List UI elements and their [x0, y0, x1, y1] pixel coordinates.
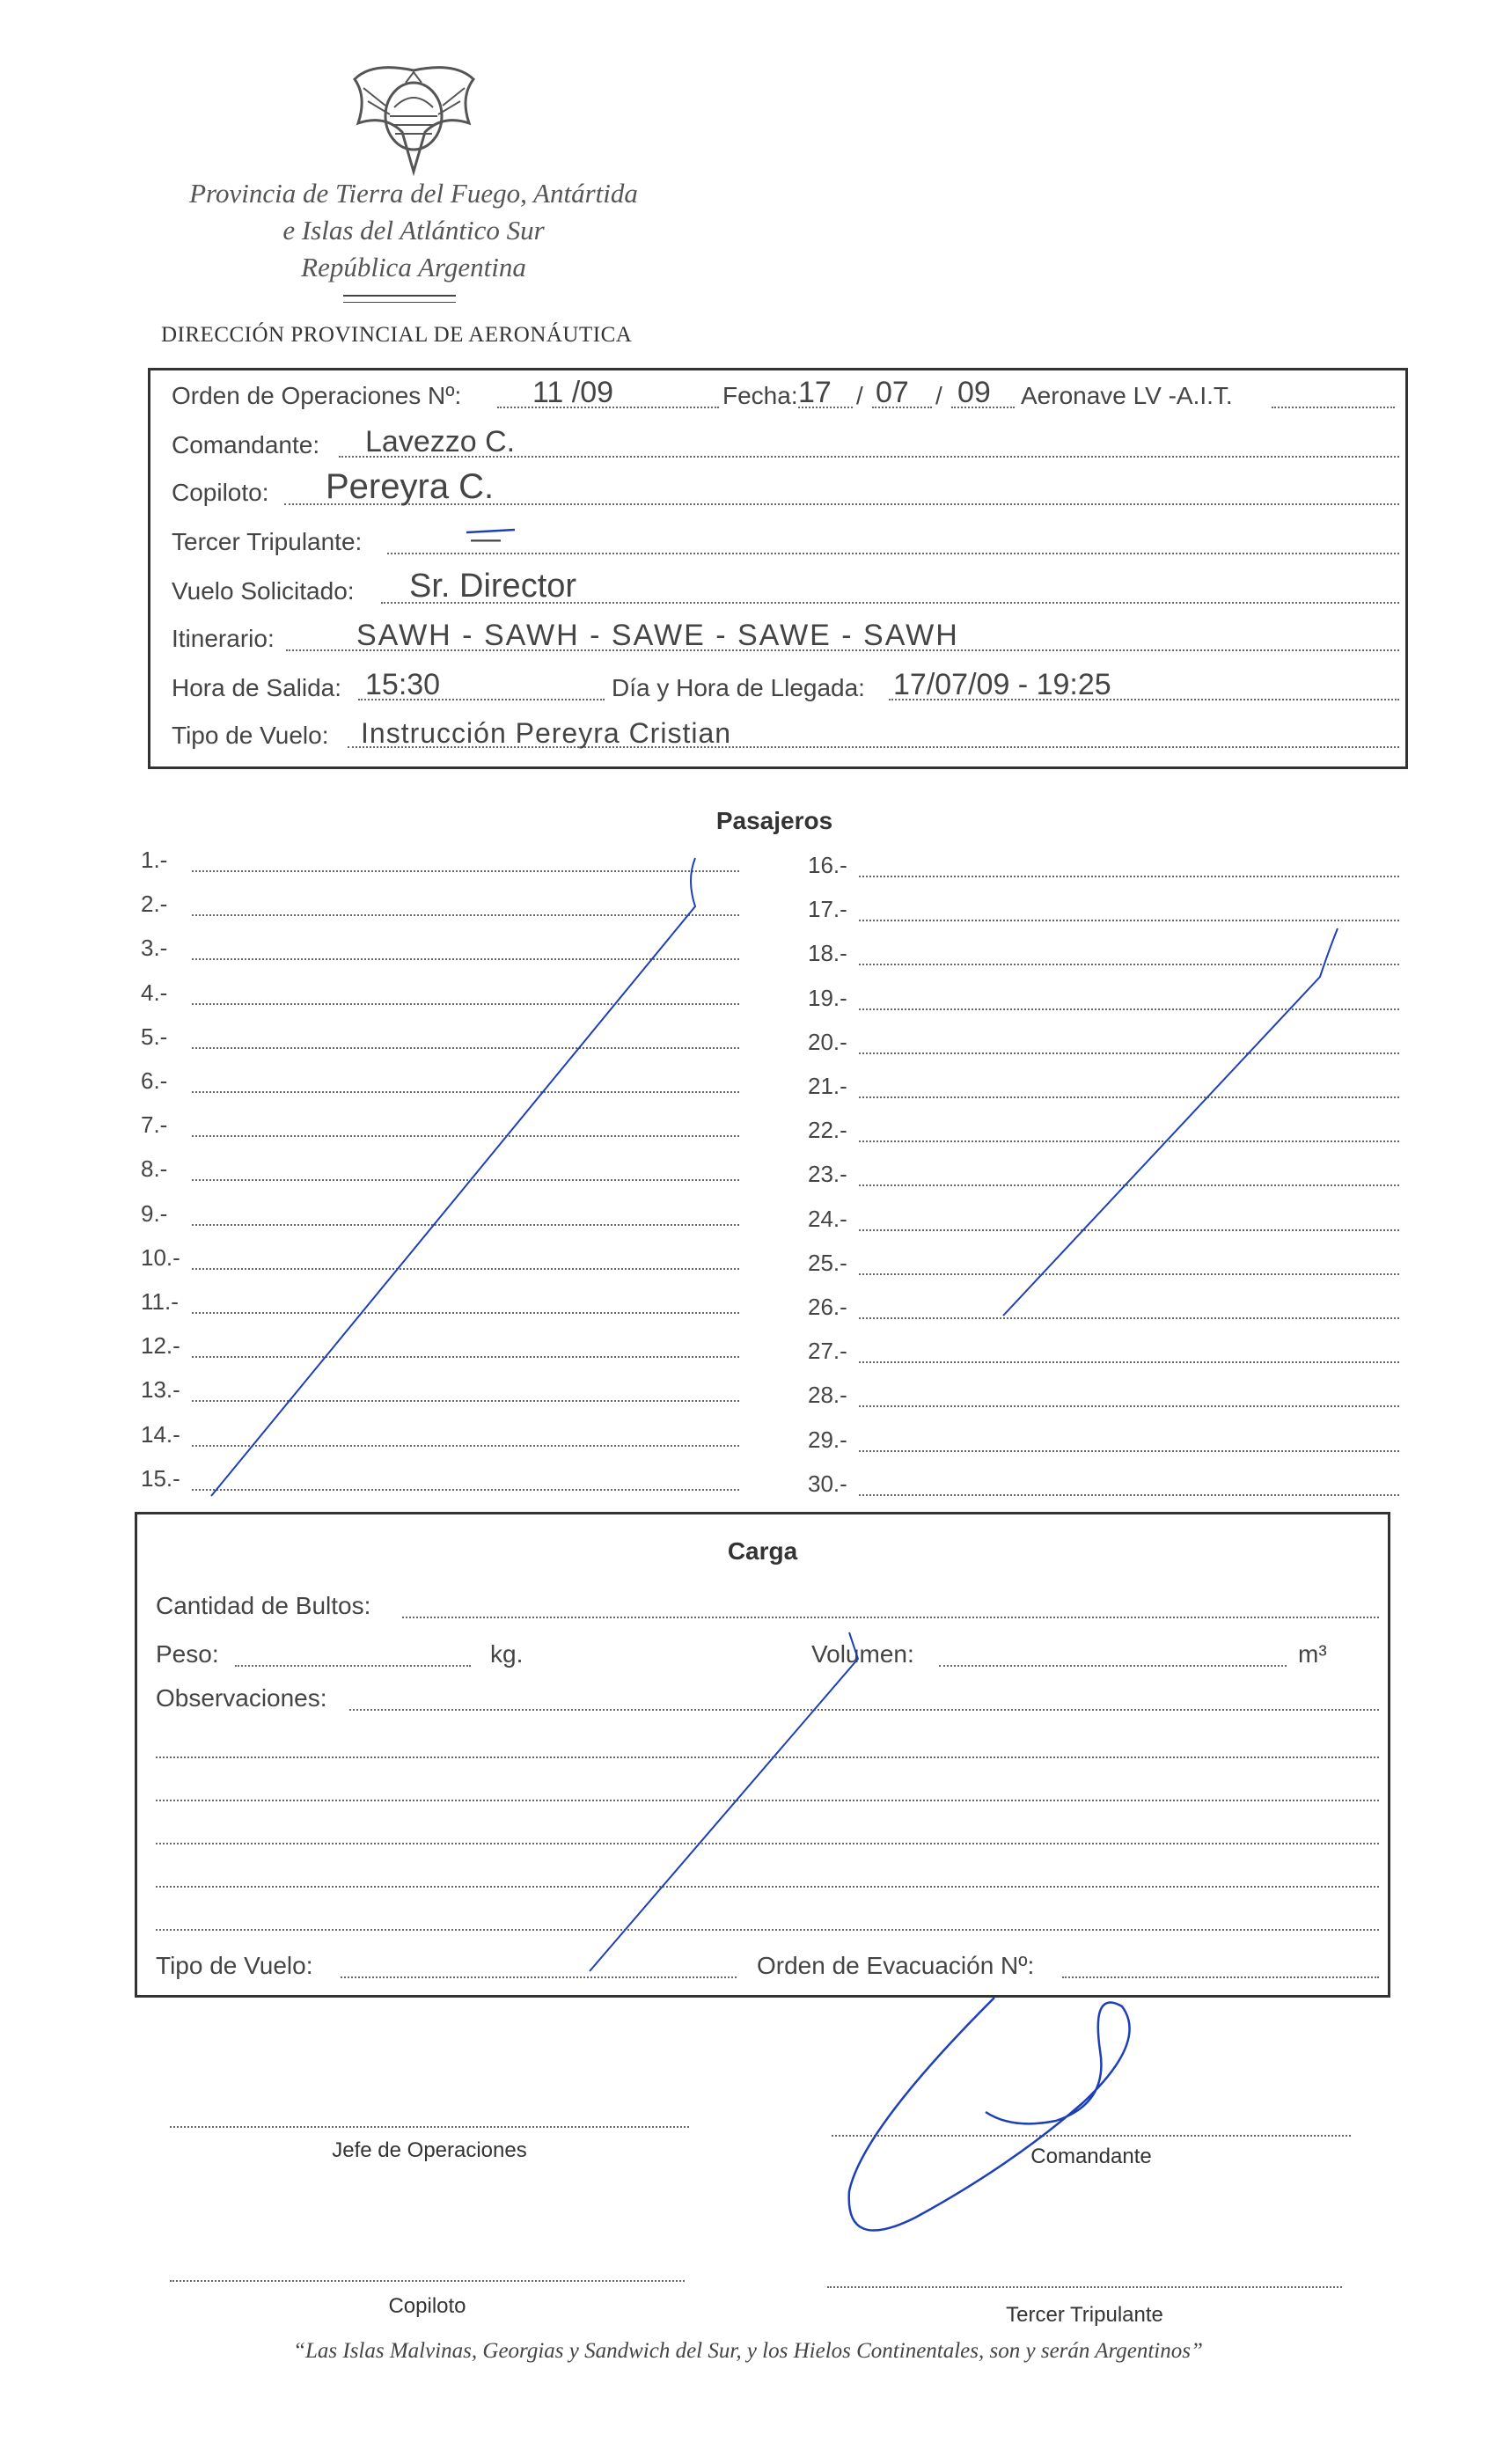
passenger-field[interactable]: [192, 1223, 739, 1226]
passenger-number: 30.-: [808, 1470, 847, 1497]
passenger-field[interactable]: [859, 919, 1399, 921]
observaciones-line[interactable]: [156, 1842, 1379, 1844]
fecha-month-value: 07: [876, 376, 909, 409]
tercer-field[interactable]: [387, 552, 1399, 554]
passenger-row: [808, 1112, 1399, 1148]
passenger-row: [141, 1240, 739, 1275]
evacuacion-label: Orden de Evacuación Nº:: [757, 1952, 1035, 1979]
passenger-row: [141, 1328, 739, 1363]
tipo-value: Instrucción Pereyra Cristian: [361, 717, 732, 749]
passenger-number: 3.-: [141, 935, 168, 962]
peso-unit: kg.: [490, 1640, 524, 1668]
copiloto-value: Pereyra C.: [326, 467, 495, 506]
passenger-row: [808, 1466, 1399, 1501]
passenger-field[interactable]: [192, 1399, 739, 1402]
passenger-row: [141, 1417, 739, 1452]
passenger-field[interactable]: [859, 1316, 1399, 1319]
fecha-separator: /: [856, 382, 863, 409]
passenger-field[interactable]: [859, 1228, 1399, 1231]
itinerario-label: Itinerario:: [172, 625, 275, 652]
comandante-signature-icon: [849, 1998, 1130, 2231]
passenger-field[interactable]: [859, 1360, 1399, 1363]
comandante-signature-line[interactable]: [832, 2134, 1351, 2137]
passenger-number: 11.-: [141, 1288, 179, 1315]
passenger-row: [808, 1156, 1399, 1192]
copiloto-sig-label: Copiloto: [388, 2294, 466, 2318]
llegada-label: Día y Hora de Llegada:: [612, 674, 865, 701]
tercer-signature-line[interactable]: [827, 2285, 1342, 2288]
passenger-number: 18.-: [808, 940, 847, 967]
passenger-row: [808, 1377, 1399, 1412]
passenger-number: 29.-: [808, 1426, 847, 1453]
passenger-number: 12.-: [141, 1332, 180, 1360]
row-bultos: [156, 1588, 1379, 1624]
passenger-field[interactable]: [192, 1178, 739, 1181]
passenger-row: [808, 1024, 1399, 1060]
passenger-number: 15.-: [141, 1464, 180, 1492]
fecha-separator: /: [935, 382, 942, 409]
province-subtitle: e Islas del Atlántico Sur: [282, 215, 545, 246]
orden-label: Orden de Operaciones Nº:: [172, 382, 462, 409]
passenger-number: 16.-: [808, 852, 847, 878]
row-tercer: [172, 524, 1399, 560]
bultos-label: Cantidad de Bultos:: [156, 1592, 371, 1619]
row-horas: [172, 668, 1399, 706]
comandante-label: Comandante:: [172, 431, 320, 458]
comandante-sig-label: Comandante: [1030, 2145, 1152, 2168]
passenger-field[interactable]: [192, 1488, 739, 1491]
carga-tipo-label: Tipo de Vuelo:: [156, 1952, 313, 1979]
row-peso-volumen: [156, 1637, 1379, 1672]
aeronave-label: Aeronave LV -A.I.T.: [1021, 382, 1233, 409]
observaciones-line[interactable]: [156, 1756, 1379, 1758]
passenger-row: [141, 1019, 739, 1054]
passenger-row: [141, 1063, 739, 1098]
row-tipo-evacuacion: [156, 1948, 1379, 1984]
passenger-row: [141, 1372, 739, 1407]
passenger-field[interactable]: [859, 1052, 1399, 1054]
passenger-field[interactable]: [859, 963, 1399, 965]
passenger-row: [808, 935, 1399, 971]
passenger-row: [808, 1289, 1399, 1324]
passenger-row: [141, 975, 739, 1010]
passenger-field[interactable]: [859, 1404, 1399, 1407]
passenger-field[interactable]: [192, 1090, 739, 1093]
department-name: DIRECCIÓN PROVINCIAL DE AERONÁUTICA: [161, 323, 633, 347]
row-comandante: [172, 425, 1399, 463]
jefe-label: Jefe de Operaciones: [332, 2138, 527, 2162]
passenger-row: [808, 891, 1399, 927]
row-observaciones: [156, 1681, 1379, 1716]
fecha-day-value: 17: [798, 376, 832, 409]
vuelo-value: Sr. Director: [409, 568, 577, 605]
salida-label: Hora de Salida:: [172, 674, 342, 701]
passenger-field[interactable]: [859, 1493, 1399, 1496]
passenger-row: [141, 886, 739, 921]
vuelo-label: Vuelo Solicitado:: [172, 577, 355, 605]
passenger-field[interactable]: [192, 869, 739, 872]
provincial-seal-icon: [337, 62, 491, 176]
passenger-number: 13.-: [141, 1376, 180, 1404]
passenger-field[interactable]: [859, 1449, 1399, 1452]
passenger-row: [141, 1151, 739, 1186]
comandante-value: Lavezzo C.: [365, 425, 516, 458]
passenger-field[interactable]: [192, 1311, 739, 1314]
carga-title: Carga: [727, 1537, 798, 1565]
tercer-value: —: [471, 522, 501, 555]
header-rule: [343, 302, 456, 303]
tercer-sig-label: Tercer Tripulante: [1006, 2303, 1163, 2327]
volumen-field[interactable]: [939, 1664, 1287, 1667]
province-name: Provincia de Tierra del Fuego, Antártida: [189, 178, 638, 209]
passenger-row: [141, 930, 739, 965]
passenger-number: 2.-: [141, 891, 168, 918]
passenger-number: 21.-: [808, 1073, 847, 1099]
passenger-number: 14.-: [141, 1420, 180, 1448]
passenger-number: 1.-: [141, 847, 168, 873]
passenger-number: 25.-: [808, 1249, 847, 1276]
fecha-label: Fecha:: [722, 382, 798, 409]
row-itinerario: [172, 621, 1399, 656]
carga-box: [135, 1512, 1390, 1998]
row-tipo: [172, 718, 1399, 753]
peso-field[interactable]: [235, 1664, 471, 1667]
observaciones-line[interactable]: [156, 1928, 1379, 1931]
pasajeros-title: Pasajeros: [715, 807, 833, 834]
passenger-number: 26.-: [808, 1294, 847, 1320]
passenger-number: 19.-: [808, 984, 847, 1011]
copiloto-label: Copiloto:: [172, 479, 269, 506]
passenger-field[interactable]: [859, 1096, 1399, 1098]
tercer-label: Tercer Tripulante:: [172, 528, 363, 555]
passenger-field[interactable]: [859, 1184, 1399, 1186]
jefe-signature-line[interactable]: [170, 2125, 689, 2128]
passenger-row: [808, 980, 1399, 1016]
passenger-field[interactable]: [859, 1272, 1399, 1275]
passenger-number: 17.-: [808, 896, 847, 923]
passenger-field[interactable]: [859, 1008, 1399, 1010]
passenger-number: 6.-: [141, 1067, 168, 1094]
passenger-field[interactable]: [192, 913, 739, 916]
passenger-field[interactable]: [192, 1002, 739, 1005]
itinerario-value: SAWH - SAWH - SAWE - SAWE - SAWH: [356, 619, 959, 652]
passenger-number: 7.-: [141, 1111, 168, 1139]
passenger-number: 27.-: [808, 1338, 847, 1365]
passenger-row: [141, 1107, 739, 1142]
passenger-row: [808, 1068, 1399, 1104]
salida-value: 15:30: [365, 668, 441, 701]
passenger-row: [141, 1284, 739, 1319]
passenger-row: [808, 1333, 1399, 1368]
passenger-field[interactable]: [192, 957, 739, 960]
passenger-field[interactable]: [859, 875, 1399, 877]
volumen-label: Volumen:: [811, 1640, 914, 1668]
passenger-number: 23.-: [808, 1161, 847, 1188]
orden-value: 11 /09: [532, 376, 614, 409]
passenger-field[interactable]: [192, 1355, 739, 1358]
fecha-year-value: 09: [957, 376, 991, 409]
tipo-label: Tipo de Vuelo:: [172, 722, 329, 749]
passenger-row: [808, 1201, 1399, 1236]
passenger-number: 5.-: [141, 1023, 168, 1050]
passenger-field[interactable]: [192, 1134, 739, 1137]
passenger-row: [808, 1245, 1399, 1280]
passenger-number: 22.-: [808, 1117, 847, 1144]
footer-quote: “Las Islas Malvinas, Georgias y Sandwich del Sur, y los Hielos Continentales, son y serán Argentinos”: [293, 2339, 1203, 2363]
observaciones-label: Observaciones:: [156, 1684, 327, 1712]
bultos-field[interactable]: [402, 1616, 1379, 1618]
passenger-number: 8.-: [141, 1155, 168, 1183]
passenger-number: 10.-: [141, 1243, 180, 1271]
passenger-row: [141, 1461, 739, 1496]
peso-label: Peso:: [156, 1640, 219, 1668]
passenger-number: 4.-: [141, 979, 168, 1006]
passenger-field[interactable]: [192, 1444, 739, 1447]
llegada-value: 17/07/09 - 19:25: [893, 668, 1111, 701]
passenger-field[interactable]: [192, 1267, 739, 1270]
aeronave-field[interactable]: [1272, 406, 1395, 408]
passenger-number: 20.-: [808, 1028, 847, 1055]
passenger-row: [808, 847, 1399, 883]
observaciones-line[interactable]: [156, 1799, 1379, 1801]
passenger-number: 9.-: [141, 1199, 168, 1227]
copiloto-signature-line[interactable]: [170, 2279, 685, 2282]
row-copiloto: [172, 467, 1399, 510]
passenger-row: [141, 1196, 739, 1231]
observaciones-field[interactable]: [349, 1708, 1379, 1711]
country-name: República Argentina: [301, 252, 526, 282]
observaciones-line[interactable]: [156, 1885, 1379, 1888]
passenger-number: 28.-: [808, 1382, 847, 1409]
passenger-field[interactable]: [859, 1140, 1399, 1142]
volumen-unit: m³: [1298, 1640, 1327, 1668]
row-orden: [172, 378, 1399, 414]
row-vuelo: [172, 568, 1399, 609]
passenger-number: 24.-: [808, 1205, 847, 1232]
passenger-field[interactable]: [192, 1046, 739, 1049]
passenger-row: [808, 1422, 1399, 1457]
passenger-row: [141, 842, 739, 877]
evacuacion-field[interactable]: [1062, 1976, 1379, 1978]
header-rule: [343, 295, 456, 297]
carga-tipo-field[interactable]: [341, 1976, 737, 1978]
